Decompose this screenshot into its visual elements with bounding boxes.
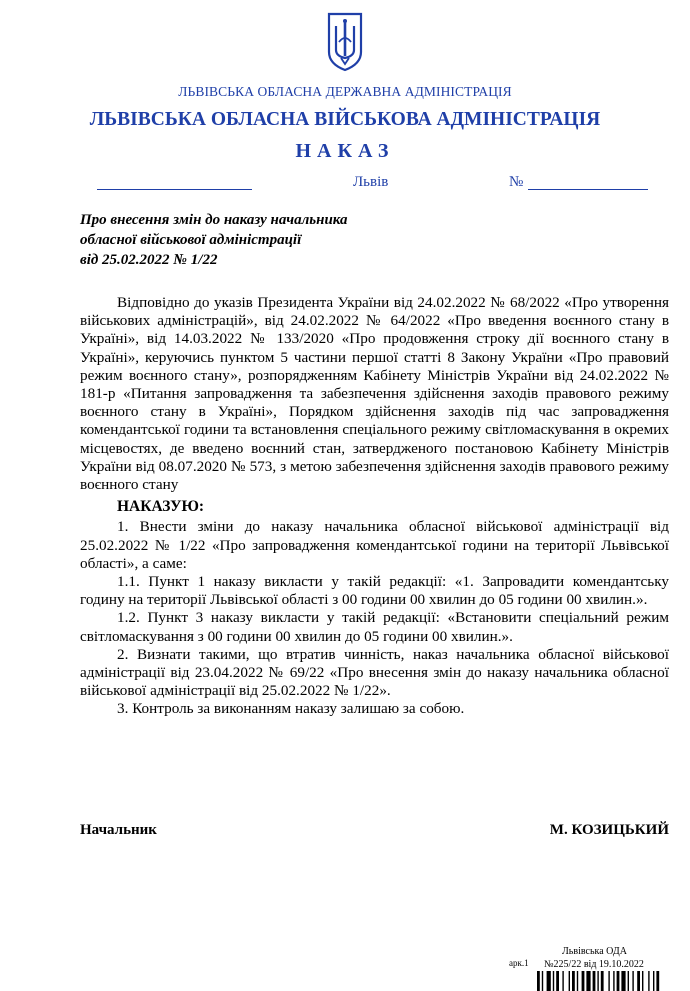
order-heading: НАКАЗУЮ: xyxy=(117,498,205,516)
registration-number: №225/22 від 19.10.2022 xyxy=(544,959,644,970)
order-item-1-2: 1.2. Пункт 3 наказу викласти у такій редакції: «Встановити спеціальний режим світломаскування з 00 години 00 хвилин до 05 години 00 хвилин.». xyxy=(80,609,669,645)
issuer-line-state-administration: ЛЬВІВСЬКА ОБЛАСНА ДЕРЖАВНА АДМІНІСТРАЦІЯ xyxy=(178,84,512,99)
number-blank-line xyxy=(528,189,648,190)
barcode-icon xyxy=(537,971,690,991)
sheet-number: арк.1 xyxy=(509,958,529,968)
date-blank-line xyxy=(97,189,252,190)
subject-line: обласної військової адміністрації xyxy=(80,232,302,248)
order-item-2: 2. Визнати такими, що втратив чинність, наказ начальника обласної військової адміністрації від 23.04.2022 № 69/22 «Про внесення змін до наказу начальника обласної військової адміністрації від 25.02.2022 № 1/22». xyxy=(80,645,669,700)
preamble-paragraph: Відповідно до указів Президента України від 24.02.2022 № 68/2022 «Про утворення військових адміністрацій», від 24.02.2022 № 64/2022 «Про введення воєнного стану в Україні», від 14.03.2022 № 133/2020 «Про продовження строку дії воєнного стану в Україні», керуючись пунктом 5 частини першої статті 8 Закону України «Про правовий режим воєнного стану», розпорядженням Кабінету Міністрів України від 24.02.2022 № 181-р «Питання запровадження та забезпечення здійснення заходів правового режиму воєнного стану в Україні», Порядком здійснення заходів під час запровадження комендантської години та встановлення спеціального режиму світломаскування в окремих місцевостях, де введено воєнний стан, затвердженого постановою Кабінету Міністрів України від 08.07.2020 № 573, з метою забезпечення здійснення заходів правового режиму воєнного стану xyxy=(80,294,669,494)
signer-title: Начальник xyxy=(80,822,157,838)
tryzub-emblem-icon xyxy=(327,12,363,72)
issuer-line-military-administration: ЛЬВІВСЬКА ОБЛАСНА ВІЙСЬКОВА АДМІНІСТРАЦІЯ xyxy=(89,109,601,130)
order-item-1-1: 1.1. Пункт 1 наказу викласти у такій редакції: «1. Запровадити комендантську годину на території Львівської області з 00 години 00 хвилин до 05 години 00 хвилин.». xyxy=(80,573,669,609)
document-body xyxy=(80,294,669,719)
signer-name: М. КОЗИЦЬКИЙ xyxy=(549,822,669,838)
order-item-1: 1. Внести зміни до наказу начальника обласної військової адміністрації від 25.02.2022 № 1/22 «Про запровадження комендантської години на території Львівської області», а саме: xyxy=(80,518,669,572)
date-place-number-line xyxy=(0,174,690,194)
number-label: № xyxy=(509,174,524,190)
registration-stamp-org: Львівська ОДА xyxy=(562,946,627,957)
document-subject xyxy=(80,210,420,270)
order-item-3: 3. Контроль за виконанням наказу залишаю за собою. xyxy=(117,700,465,718)
city-label: Львів xyxy=(353,174,389,190)
subject-line: від 25.02.2022 № 1/22 xyxy=(80,252,218,268)
signature-block xyxy=(80,822,669,842)
subject-line: Про внесення змін до наказу начальника xyxy=(80,212,348,228)
document-type-title: НАКАЗ xyxy=(295,140,395,162)
